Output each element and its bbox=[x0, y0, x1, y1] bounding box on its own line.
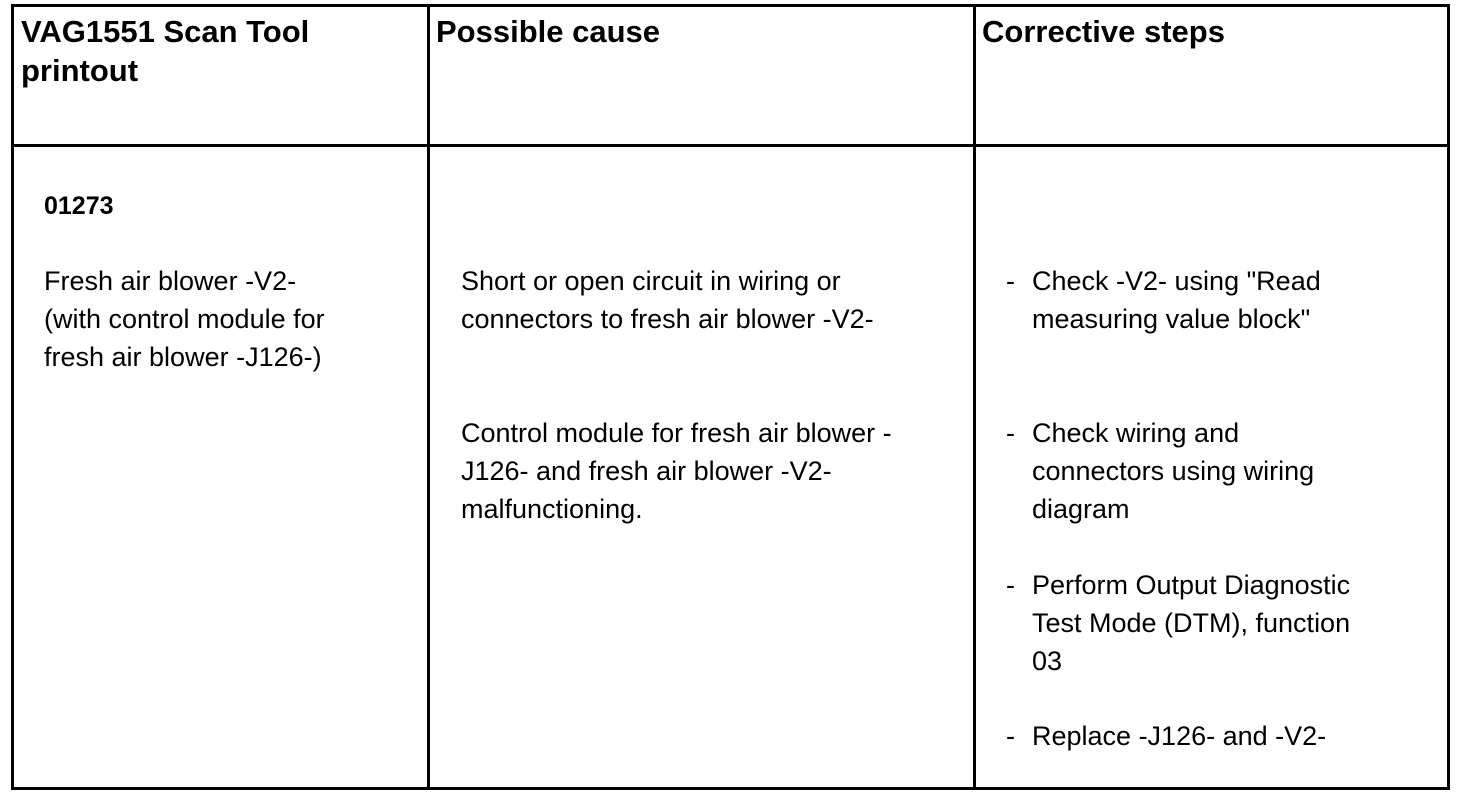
bullet-dash: - bbox=[1006, 570, 1015, 600]
header-divider bbox=[14, 144, 1447, 147]
text-line: Control module for fresh air blower - bbox=[461, 418, 892, 448]
header-line: printout bbox=[21, 53, 139, 88]
text-line: diagram bbox=[1032, 494, 1130, 524]
possible-cause-2 bbox=[461, 414, 892, 528]
text-line: 03 bbox=[1032, 646, 1063, 676]
text-line: Check -V2- using "Read bbox=[1032, 266, 1321, 296]
header-possible-cause: Possible cause bbox=[436, 14, 661, 49]
text-line: Test Mode (DTM), function bbox=[1032, 608, 1351, 638]
text-line: malfunctioning. bbox=[461, 494, 643, 524]
text-line: Replace -J126- and -V2- bbox=[1032, 721, 1327, 751]
text-line: Perform Output Diagnostic bbox=[1032, 570, 1351, 600]
column-divider-2 bbox=[973, 7, 976, 787]
bullet-dash: - bbox=[1006, 266, 1015, 296]
text-line: connectors using wiring bbox=[1032, 456, 1315, 486]
text-line: (with control module for bbox=[44, 304, 325, 334]
text-line: fresh air blower -J126-) bbox=[44, 342, 322, 372]
text-line: Fresh air blower -V2- bbox=[44, 266, 297, 296]
bullet-dash: - bbox=[1006, 721, 1015, 751]
possible-cause-1 bbox=[461, 262, 874, 338]
header-scan-tool-printout bbox=[21, 12, 309, 90]
text-line: connectors to fresh air blower -V2- bbox=[461, 304, 874, 334]
text-line: Short or open circuit in wiring or bbox=[461, 266, 841, 296]
text-line: measuring value block" bbox=[1032, 304, 1311, 334]
column-divider-1 bbox=[427, 7, 430, 787]
header-line: VAG1551 Scan Tool bbox=[21, 14, 310, 49]
bullet-dash: - bbox=[1006, 418, 1015, 448]
text-line: J126- and fresh air blower -V2- bbox=[461, 456, 832, 486]
component-description bbox=[44, 262, 325, 376]
diagnostic-table bbox=[11, 4, 1450, 790]
header-corrective-steps: Corrective steps bbox=[982, 14, 1225, 49]
text-line: Check wiring and bbox=[1032, 418, 1240, 448]
fault-code: 01273 bbox=[44, 192, 114, 220]
